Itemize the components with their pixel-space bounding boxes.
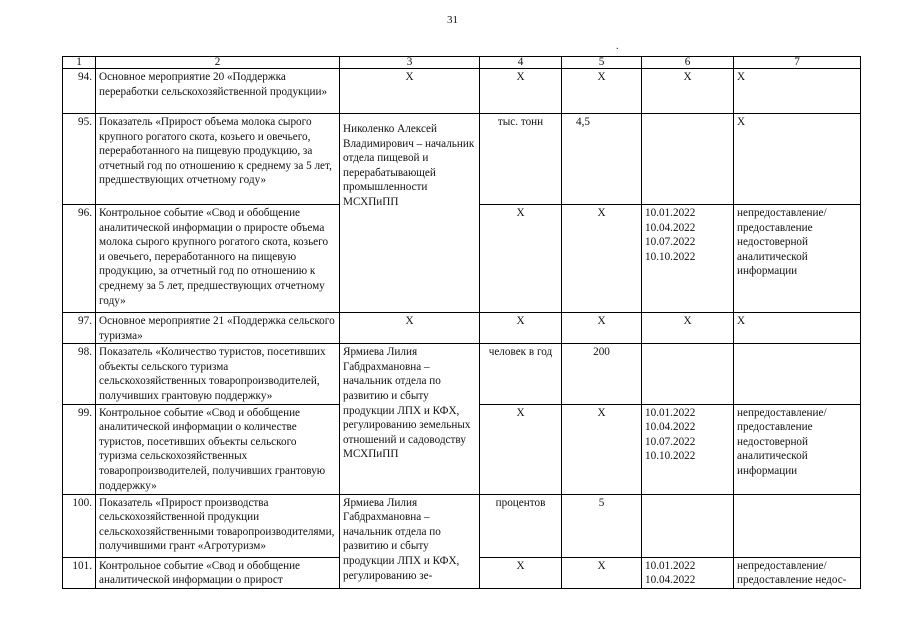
value-cell: X bbox=[562, 205, 642, 313]
value-cell: X bbox=[562, 557, 642, 588]
header-cell: 4 bbox=[480, 57, 562, 69]
row-number: 99. bbox=[63, 404, 96, 494]
responsible-cell: Ярмиева Лилия Габдрахмановна – начальник отдела по развитию и сбыту продукции ЛПХ и КФХ, регулированию земельных отношений и садоводству МСХПиПП bbox=[340, 344, 480, 494]
row-description: Основное мероприятие 21 «Поддержка сельского туризма» bbox=[96, 313, 340, 344]
table-row bbox=[63, 114, 861, 205]
unit-cell: X bbox=[480, 69, 562, 114]
row-number: 97. bbox=[63, 313, 96, 344]
date-cell: 10.01.2022 10.04.2022 bbox=[642, 557, 734, 588]
row-number: 101. bbox=[63, 557, 96, 588]
value-cell: X bbox=[562, 69, 642, 114]
row-number: 96. bbox=[63, 205, 96, 313]
row-number: 98. bbox=[63, 344, 96, 404]
responsible-cell: X bbox=[340, 69, 480, 114]
date-cell: X bbox=[642, 313, 734, 344]
responsible-cell: X bbox=[340, 313, 480, 344]
header-cell: 3 bbox=[340, 57, 480, 69]
value-cell: X bbox=[562, 313, 642, 344]
row-description: Показатель «Количество туристов, посетивших объекты сельского туризма сельскохозяйственных товаропроизводителей, получивших грантовую поддержку» bbox=[96, 344, 340, 404]
note-cell: X bbox=[734, 114, 861, 205]
row-number: 94. bbox=[63, 69, 96, 114]
row-description: Контрольное событие «Свод и обобщение аналитической информации о приросте объема молока сырого крупного рогатого скота, козьего и овечьего, переработанного на пищевую продукцию, за отчетный год по отношению к среднему за 5 лет, предшествующих отчетному году» bbox=[96, 205, 340, 313]
date-cell bbox=[642, 494, 734, 557]
value-cell: 5 bbox=[562, 494, 642, 557]
responsible-cell: Николенко Алексей Владимирович – начальник отдела пищевой и перерабатывающей промышленности МСХПиПП bbox=[340, 114, 480, 313]
table-row bbox=[63, 344, 861, 404]
note-cell: непредоставление/ предоставление недостоверной аналитической информации bbox=[734, 404, 861, 494]
value-cell: 4,5 bbox=[562, 114, 642, 205]
page-number: 31 bbox=[447, 14, 458, 26]
responsible-cell: Ярмиева Лилия Габдрахмановна – начальник отдела по развитию и сбыту продукции ЛПХ и КФХ, регулированию зе- bbox=[340, 494, 480, 588]
header-cell: 5 bbox=[562, 57, 642, 69]
header-cell: 1 bbox=[63, 57, 96, 69]
header-cell: 6 bbox=[642, 57, 734, 69]
row-description: Основное мероприятие 20 «Поддержка переработки сельскохозяйственной продукции» bbox=[96, 69, 340, 114]
row-number: 95. bbox=[63, 114, 96, 205]
note-cell: X bbox=[734, 313, 861, 344]
stray-mark: . bbox=[616, 41, 619, 52]
note-cell: непредоставление/ предоставление недостоверной аналитической информации bbox=[734, 205, 861, 313]
unit-cell: X bbox=[480, 313, 562, 344]
date-cell bbox=[642, 114, 734, 205]
note-cell bbox=[734, 494, 861, 557]
header-cell: 7 bbox=[734, 57, 861, 69]
date-cell: X bbox=[642, 69, 734, 114]
note-cell bbox=[734, 344, 861, 404]
date-cell: 10.01.2022 10.04.2022 10.07.2022 10.10.2022 bbox=[642, 404, 734, 494]
unit-cell: процентов bbox=[480, 494, 562, 557]
row-description: Контрольное событие «Свод и обобщение аналитической информации о прирост bbox=[96, 557, 340, 588]
row-description: Контрольное событие «Свод и обобщение аналитической информации о количестве туристов, посетивших объекты сельского туризма сельскохозяйственных товаропроизводителей, получивших грантовую поддержку» bbox=[96, 404, 340, 494]
header-row bbox=[63, 57, 861, 69]
header-cell: 2 bbox=[96, 57, 340, 69]
value-cell: 200 bbox=[562, 344, 642, 404]
table-row bbox=[63, 69, 861, 114]
unit-cell: человек в год bbox=[480, 344, 562, 404]
date-cell: 10.01.2022 10.04.2022 10.07.2022 10.10.2022 bbox=[642, 205, 734, 313]
plan-table bbox=[62, 56, 861, 589]
unit-cell: X bbox=[480, 557, 562, 588]
unit-cell: X bbox=[480, 205, 562, 313]
row-number: 100. bbox=[63, 494, 96, 557]
value-cell: X bbox=[562, 404, 642, 494]
date-cell bbox=[642, 344, 734, 404]
note-cell: X bbox=[734, 69, 861, 114]
note-cell: непредоставление/ предоставление недос- bbox=[734, 557, 861, 588]
table-row bbox=[63, 313, 861, 344]
unit-cell: тыс. тонн bbox=[480, 114, 562, 205]
unit-cell: X bbox=[480, 404, 562, 494]
row-description: Показатель «Прирост объема молока сырого крупного рогатого скота, козьего и овечьего, переработанного на пищевую продукцию, за отчетный год по отношению к среднему за 5 лет, предшествующих отчетному году» bbox=[96, 114, 340, 205]
table-row bbox=[63, 494, 861, 557]
row-description: Показатель «Прирост производства сельскохозяйственной продукции сельскохозяйственными товаропроизводителями, получившими грант «Агротуризм» bbox=[96, 494, 340, 557]
